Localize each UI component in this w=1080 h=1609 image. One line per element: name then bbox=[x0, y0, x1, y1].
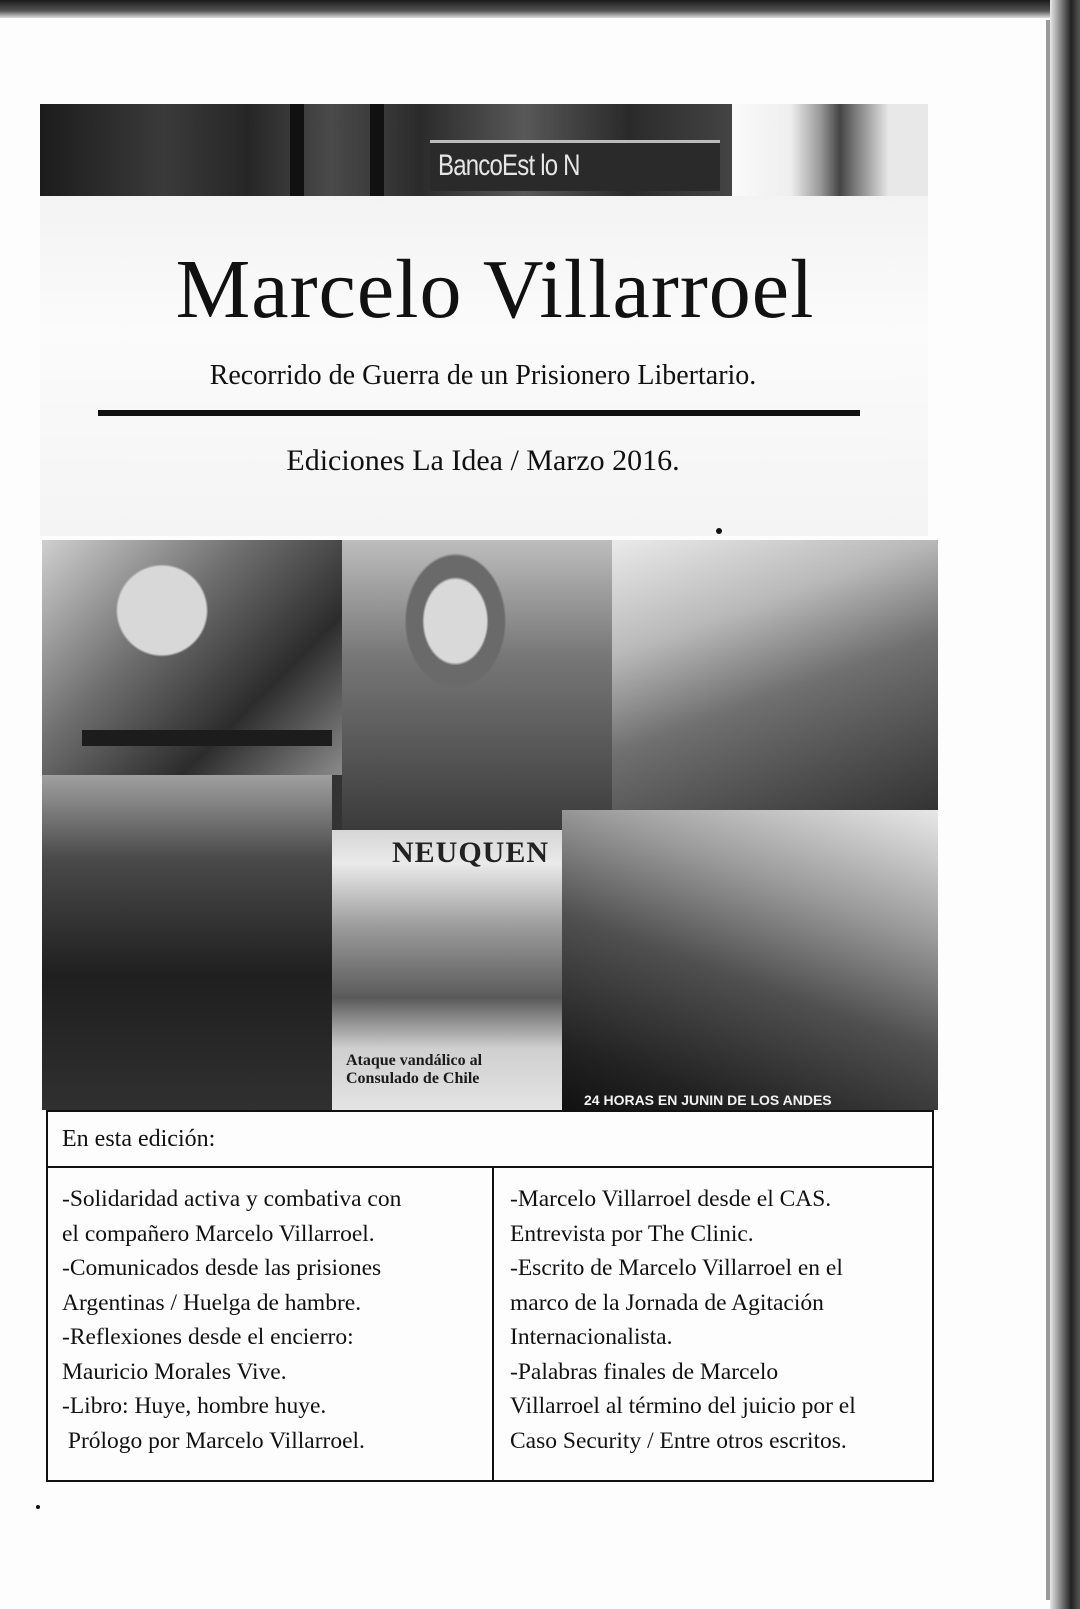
newspaper-masthead: NEUQUEN bbox=[392, 836, 550, 869]
contents-line: Caso Security / Entre otros escritos. bbox=[510, 1427, 847, 1454]
scan-edge-right bbox=[1050, 0, 1080, 1609]
book-subtitle: Recorrido de Guerra de un Prisionero Libertario. bbox=[209, 360, 757, 391]
contents-right-column bbox=[494, 1168, 934, 1482]
contents-line: el compañero Marcelo Villarroel. bbox=[62, 1220, 375, 1247]
contents-line: Argentinas / Huelga de hambre. bbox=[62, 1289, 362, 1316]
contents-box bbox=[46, 1110, 934, 1482]
collage-photo-road bbox=[612, 540, 938, 810]
contents-heading: En esta edición: bbox=[62, 1126, 216, 1152]
scan-speck bbox=[36, 1505, 40, 1509]
contents-line: Prólogo por Marcelo Villarroel. bbox=[62, 1427, 365, 1454]
contents-line: Villarroel al término del juicio por el bbox=[510, 1393, 856, 1419]
scan-edge-line bbox=[1046, 20, 1050, 1600]
contents-line: -Comunicados desde las prisiones bbox=[62, 1255, 382, 1281]
photo-pole bbox=[290, 104, 304, 196]
contents-line: Mauricio Morales Vive. bbox=[62, 1358, 287, 1385]
contents-line: -Marcelo Villarroel desde el CAS. bbox=[510, 1186, 832, 1212]
collage-photo-escort bbox=[42, 775, 332, 1110]
book-title: Marcelo Villarroel bbox=[175, 243, 815, 336]
tv-caption: 24 HORAS EN JUNIN DE LOS ANDES bbox=[584, 1092, 832, 1108]
contents-line: -Solidaridad activa y combativa con bbox=[62, 1186, 402, 1212]
photo-pole bbox=[370, 104, 384, 196]
newspaper-caption bbox=[346, 1052, 556, 1087]
collage-photo-newspaper bbox=[332, 830, 562, 1110]
header-photo-strip bbox=[40, 104, 732, 196]
contents-line: marco de la Jornada de Agitación bbox=[510, 1289, 824, 1316]
bank-sign bbox=[430, 140, 720, 191]
title-rule bbox=[98, 410, 860, 416]
photo-collage bbox=[42, 540, 938, 1110]
bank-sign-text: BancoEst lo N bbox=[438, 149, 580, 182]
tv-ticker-bar bbox=[82, 730, 332, 746]
contents-header bbox=[48, 1112, 932, 1168]
contents-line: -Libro: Huye, hombre huye. bbox=[62, 1393, 327, 1419]
scan-speck bbox=[716, 528, 722, 534]
collage-photo-crowd bbox=[562, 810, 938, 1110]
header-photo-right bbox=[732, 104, 928, 196]
contents-line: -Escrito de Marcelo Villarroel en el bbox=[510, 1255, 843, 1281]
edition-line: Ediciones La Idea / Marzo 2016. bbox=[286, 444, 680, 477]
contents-line: -Palabras finales de Marcelo bbox=[510, 1358, 779, 1385]
contents-line: Internacionalista. bbox=[510, 1324, 673, 1350]
contents-left-column bbox=[48, 1168, 494, 1482]
contents-line: Entrevista por The Clinic. bbox=[510, 1220, 754, 1247]
contents-line: -Reflexiones desde el encierro: bbox=[62, 1324, 354, 1350]
newspaper-caption-line: Ataque vandálico al bbox=[346, 1052, 483, 1069]
newspaper-caption-line: Consulado de Chile bbox=[346, 1069, 480, 1087]
collage-photo-street bbox=[42, 540, 342, 775]
scan-edge-top bbox=[0, 0, 1080, 18]
collage-photo-portrait bbox=[342, 540, 612, 830]
